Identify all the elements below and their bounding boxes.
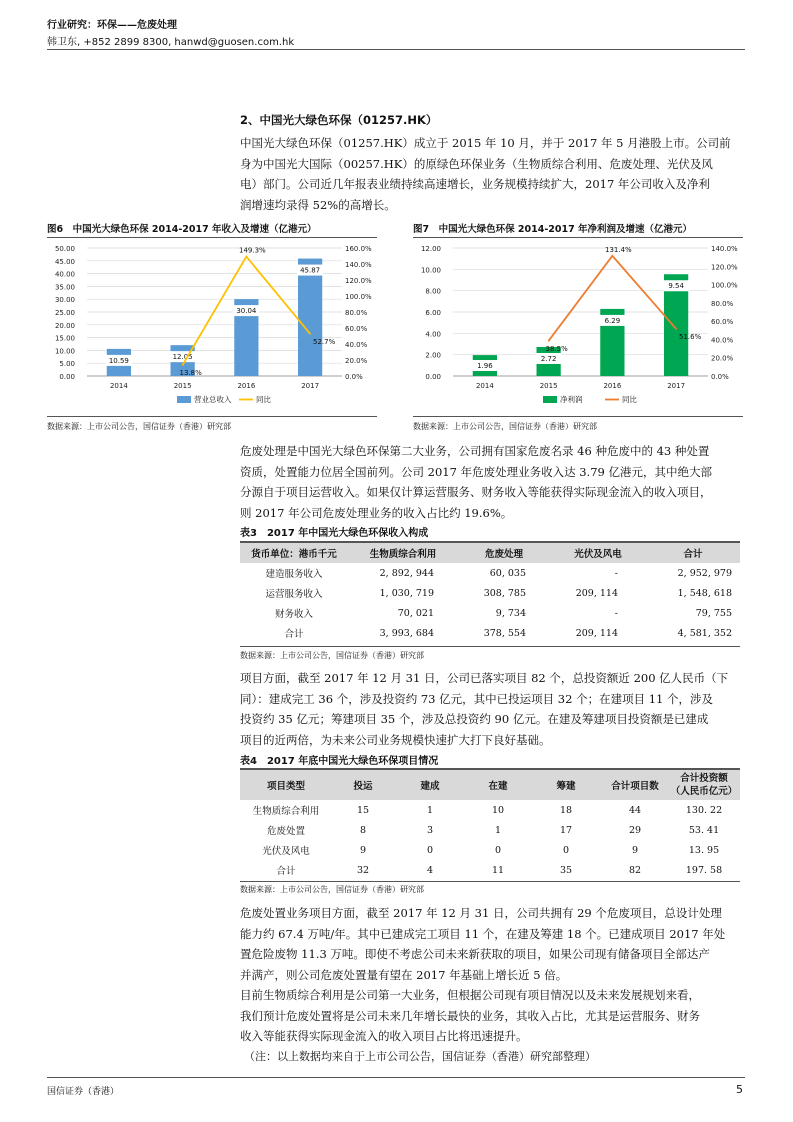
right-tick-label: 100.0% xyxy=(711,281,738,290)
table-cell: 10 xyxy=(491,804,505,816)
right-tick-label: 0.0% xyxy=(711,373,729,381)
header-line: 合计投资额 xyxy=(680,773,728,784)
left-tick-label: 2.00 xyxy=(425,351,441,360)
figure-7-bottom-rule xyxy=(413,416,743,417)
table-cell: 0 xyxy=(426,844,434,856)
table-cell: 197. 58 xyxy=(685,864,723,876)
text-line: 中国光大绿色环保（01257.HK）成立于 2015 年 10 月，并于 2017 年 5 月港股上市。公司前 xyxy=(240,136,731,150)
right-tick-label: 60.0% xyxy=(711,318,734,327)
table-row xyxy=(240,800,740,820)
text-line: 目前生物质综合利用是公司第一大业务，但根据公司现有项目情况以及未来发展规划来看， xyxy=(240,988,700,1002)
table-cell: 0 xyxy=(494,844,502,856)
figure-6-rule xyxy=(47,237,377,238)
left-tick-label: 25.00 xyxy=(54,309,75,317)
header-line: （人民币亿元） xyxy=(670,786,738,797)
table-cell: 4 xyxy=(426,864,434,876)
x-tick-label: 2016 xyxy=(237,382,256,390)
table-cell: 11 xyxy=(491,864,505,876)
bar-value-label: 2.72 xyxy=(540,354,557,363)
table-cell: 9 xyxy=(631,844,639,856)
figure-7-rule xyxy=(413,237,743,238)
table-cell: 1, 030, 719 xyxy=(379,587,434,599)
growth-point xyxy=(246,256,248,258)
right-tick-label: 120.0% xyxy=(711,263,738,272)
table-cell: 82 xyxy=(628,864,642,876)
left-tick-label: 6.00 xyxy=(425,309,441,317)
table-cell: 危废处置 xyxy=(266,826,305,837)
right-tick-label: 160.0% xyxy=(345,245,372,253)
left-tick-label: 30.00 xyxy=(54,296,75,305)
text-line: 项目方面，截至 2017 年 12 月 31 日，公司已落实项目 82 个，总投资额近 200 亿人民币（下 xyxy=(240,671,729,685)
table-cell: 3 xyxy=(426,824,434,836)
column-header: 合计项目数 xyxy=(611,781,659,792)
table-cell: 运营服务收入 xyxy=(265,589,323,600)
table-cell: 1 xyxy=(426,804,434,816)
projects-paragraph xyxy=(240,668,740,750)
table-cell: 2, 892, 944 xyxy=(379,567,434,579)
table-cell: 79, 755 xyxy=(695,607,732,619)
table-4-source: 数据来源：上市公司公告，国信证券（香港）研究部 xyxy=(240,885,424,894)
table-row xyxy=(240,840,740,860)
text-line: 项目的近两倍，为未来公司业务规模快速扩大打下良好基础。 xyxy=(240,732,551,747)
left-tick-label: 5.00 xyxy=(59,360,75,369)
text-line: 收入等能获得实际现金流入的收入项目占比将迅速提升。 xyxy=(240,1029,528,1043)
table-row xyxy=(240,603,740,623)
growth-point xyxy=(675,328,677,330)
legend-swatch-bar xyxy=(543,396,557,403)
footer-company: 国信证券（香港） xyxy=(47,1087,120,1097)
right-tick-label: 140.0% xyxy=(345,261,372,269)
x-tick-label: 2015 xyxy=(539,382,558,390)
header-divider xyxy=(47,49,745,50)
table-cell: 生物质综合利用 xyxy=(252,806,320,817)
revenue-chart xyxy=(47,240,380,412)
right-tick-label: 60.0% xyxy=(345,325,368,333)
table-cell: 合计 xyxy=(284,629,304,640)
bar xyxy=(298,259,322,376)
table-cell: 18 xyxy=(559,804,573,816)
column-header: 货币单位：港币千元 xyxy=(251,549,337,560)
table-cell: 财务收入 xyxy=(274,609,313,620)
intro-paragraph xyxy=(240,133,740,215)
x-tick-label: 2014 xyxy=(109,382,128,390)
table-cell: 1, 548, 618 xyxy=(677,587,732,599)
growth-label: 131.4% xyxy=(605,245,632,254)
x-tick-label: 2014 xyxy=(475,382,494,390)
page-number: 5 xyxy=(736,1083,743,1096)
table-cell: 209, 114 xyxy=(575,587,618,599)
figure-7-title: 图7 中国光大绿色环保 2014-2017 年净利润及增速（亿港元） xyxy=(413,224,693,235)
left-tick-label: 8.00 xyxy=(425,287,441,296)
outlook-paragraph xyxy=(240,985,740,1047)
legend-swatch-bar xyxy=(177,396,191,403)
table-cell: 35 xyxy=(559,864,573,876)
table-cell: 308, 785 xyxy=(483,587,526,599)
table-cell: 53. 41 xyxy=(688,824,720,836)
left-tick-label: 4.00 xyxy=(425,330,441,339)
table-cell: 3, 993, 684 xyxy=(379,627,434,639)
legend-label: 净利润 xyxy=(560,395,583,404)
figure-7-source: 数据来源：上市公司公告，国信证券（香港）研究部 xyxy=(413,422,597,431)
left-tick-label: 50.00 xyxy=(54,245,75,253)
right-tick-label: 20.0% xyxy=(711,354,734,363)
table-cell: 378, 554 xyxy=(483,627,526,639)
x-tick-label: 2017 xyxy=(301,382,320,390)
text-line: 置危险废物 11.3 万吨。即使不考虑公司未来新获取的项目，如果公司现有储备项目全部达产 xyxy=(240,947,710,961)
right-tick-label: 80.0% xyxy=(711,299,734,308)
left-tick-label: 10.00 xyxy=(420,266,441,275)
table-cell: 13. 95 xyxy=(688,844,720,856)
text-line: 投资约 35 亿元；筹建项目 35 个，涉及总投资约 90 亿元。在建及筹建项目投资额是已建成 xyxy=(240,712,709,726)
text-line: 则 2017 年公司危废处理业务的收入占比约 19.6%。 xyxy=(240,505,513,520)
footer-divider xyxy=(47,1077,745,1078)
figure-6-title: 图6 中国光大绿色环保 2014-2017 年收入及增速（亿港元） xyxy=(47,224,317,235)
column-header xyxy=(668,770,740,800)
text-line: 润增速均录得 52%的高增长。 xyxy=(240,197,396,212)
text-line: 同）：建成完工 36 个，涉及投资约 73 亿元，其中已投运项目 32 个；在建项目 11 个，涉及 xyxy=(240,691,714,706)
left-tick-label: 10.00 xyxy=(54,347,75,356)
left-tick-label: 0.00 xyxy=(59,373,75,381)
left-tick-label: 35.00 xyxy=(54,283,75,292)
table-cell: 209, 114 xyxy=(575,627,618,639)
legend-label: 同比 xyxy=(256,395,271,404)
table-total-row xyxy=(240,860,740,880)
x-tick-label: 2016 xyxy=(603,382,622,390)
table-cell: 光伏及风电 xyxy=(262,846,310,857)
table-header-row xyxy=(240,770,740,800)
bar-value-label: 1.96 xyxy=(477,362,493,370)
table-cell: 70, 021 xyxy=(397,607,434,619)
net-profit-chart xyxy=(413,240,746,412)
left-tick-label: 0.00 xyxy=(425,373,441,381)
text-line: 身为中国光大国际（00257.HK）的原绿色环保业务（生物质综合利用、危废处理、光伏及风 xyxy=(240,156,713,171)
growth-label: 149.3% xyxy=(239,246,266,255)
table-cell: 建造服务收入 xyxy=(265,569,323,580)
left-tick-label: 20.00 xyxy=(54,321,75,330)
table-cell: 29 xyxy=(628,824,642,836)
table-cell: 0 xyxy=(562,844,570,856)
table-4-bottom-rule xyxy=(240,881,740,882)
analyst-contact: 韩卫东, +852 2899 8300, hanwd@guosen.com.hk xyxy=(47,37,295,48)
text-line: 危废处置业务项目方面，截至 2017 年 12 月 31 日，公司共拥有 29 个危废项目，总设计处理 xyxy=(240,906,722,920)
left-tick-label: 40.00 xyxy=(54,270,75,279)
table-cell: 合计 xyxy=(276,866,296,877)
right-tick-label: 100.0% xyxy=(345,293,372,301)
table-header-row xyxy=(240,543,740,563)
growth-point xyxy=(612,255,614,257)
growth-label: 51.6% xyxy=(679,332,702,341)
text-line: 我们预计危废处置将是公司未来几年增长最快的业务，其收入占比，尤其是运营服务、财务 xyxy=(240,1008,700,1023)
hazardous-projects-paragraph xyxy=(240,903,740,985)
column-header: 建成 xyxy=(420,781,440,792)
right-tick-label: 140.0% xyxy=(711,245,738,253)
x-tick-label: 2015 xyxy=(173,382,192,390)
growth-label: 13.8% xyxy=(179,368,202,377)
table-3-title: 表3 2017 年中国光大绿色环保收入构成 xyxy=(240,528,429,539)
table-3-source: 数据来源：上市公司公告，国信证券（香港）研究部 xyxy=(240,651,424,660)
text-line: 能力约 67.4 万吨/年。其中已建成完工项目 11 个，在建及筹建 18 个。已建成项目 2017 年处 xyxy=(240,926,726,941)
table-cell: 9, 734 xyxy=(495,607,526,619)
bar-value-label: 12.05 xyxy=(172,353,193,362)
column-header: 危废处理 xyxy=(484,549,523,560)
bar-value-label: 9.54 xyxy=(668,282,684,291)
table-cell: 8 xyxy=(359,824,367,836)
table-cell: - xyxy=(614,607,618,619)
table-cell: 60, 035 xyxy=(489,567,526,579)
column-header: 合计 xyxy=(683,549,703,560)
table-cell: 9 xyxy=(359,844,367,856)
text-line: 分源自于项目运营收入。如果仅计算运营服务、财务收入等能获得实际现金流入的收入项目， xyxy=(240,485,712,499)
growth-label: 38.5% xyxy=(545,344,568,353)
growth-label: 52.7% xyxy=(313,337,336,346)
right-tick-label: 0.0% xyxy=(345,373,363,381)
growth-point xyxy=(309,333,311,335)
bar-value-label: 6.29 xyxy=(604,316,621,325)
table-row xyxy=(240,820,740,840)
column-header: 在建 xyxy=(488,781,508,792)
table-cell: 15 xyxy=(356,804,370,816)
right-tick-label: 20.0% xyxy=(345,357,368,365)
bar-value-label: 45.87 xyxy=(300,266,321,275)
legend-label: 营业总收入 xyxy=(194,395,232,404)
left-tick-label: 15.00 xyxy=(54,334,75,343)
legend-label: 同比 xyxy=(622,395,637,404)
table-cell: 2, 952, 979 xyxy=(677,567,732,579)
text-line: 电）部门。公司近几年报表业绩持续高速增长，业务规模持续扩大，2017 年公司收入及净利 xyxy=(240,177,710,191)
table-cell: 130. 22 xyxy=(685,804,723,816)
left-tick-label: 12.00 xyxy=(420,245,441,253)
section-title: 2、中国光大绿色环保（01257.HK） xyxy=(240,113,438,127)
right-tick-label: 120.0% xyxy=(345,277,372,285)
data-note: （注：以上数据均来自于上市公司公告，国信证券（香港）研究部整理） xyxy=(244,1050,596,1063)
x-tick-label: 2017 xyxy=(667,382,686,390)
table-row xyxy=(240,563,740,583)
right-tick-label: 80.0% xyxy=(345,309,368,317)
right-tick-label: 40.0% xyxy=(711,336,734,345)
text-line: 资质，处置能力位居全国前列。公司 2017 年危废处理业务收入达 3.79 亿港元，其中绝大部 xyxy=(240,464,712,479)
text-line: 危废处理是中国光大绿色环保第二大业务，公司拥有国家危废名录 46 种危废中的 43 种处置 xyxy=(240,444,710,458)
growth-point xyxy=(548,340,550,342)
right-tick-label: 40.0% xyxy=(345,341,368,349)
table-cell: 17 xyxy=(559,824,573,836)
table-4-title: 表4 2017 年底中国光大绿色环保项目情况 xyxy=(240,756,439,767)
figure-6-bottom-rule xyxy=(47,416,377,417)
table-row xyxy=(240,583,740,603)
bar-value-label: 10.59 xyxy=(108,356,129,365)
left-tick-label: 45.00 xyxy=(54,257,75,266)
figure-6-source: 数据来源：上市公司公告，国信证券（香港）研究部 xyxy=(47,422,231,431)
project-status-table xyxy=(240,770,740,880)
growth-point xyxy=(182,364,184,366)
column-header: 生物质综合利用 xyxy=(369,549,437,560)
revenue-breakdown-table xyxy=(240,543,740,643)
column-header: 光伏及风电 xyxy=(574,549,622,560)
table-cell: 4, 581, 352 xyxy=(677,627,732,639)
column-header: 筹建 xyxy=(556,781,576,792)
table-cell: 32 xyxy=(356,864,370,876)
table-3-bottom-rule xyxy=(240,646,740,647)
table-cell: 1 xyxy=(494,824,502,836)
report-category: 行业研究：环保——危废处理 xyxy=(47,20,177,31)
table-cell: - xyxy=(614,567,618,579)
text-line: 并满产，则公司危废处置量有望在 2017 年基础上增长近 5 倍。 xyxy=(240,967,568,982)
table-total-row xyxy=(240,623,740,643)
column-header: 项目类型 xyxy=(266,781,305,792)
column-header: 投运 xyxy=(353,781,373,792)
table-cell: 44 xyxy=(628,804,642,816)
bar-value-label: 30.04 xyxy=(236,307,257,316)
hazardous-waste-paragraph xyxy=(240,441,740,523)
